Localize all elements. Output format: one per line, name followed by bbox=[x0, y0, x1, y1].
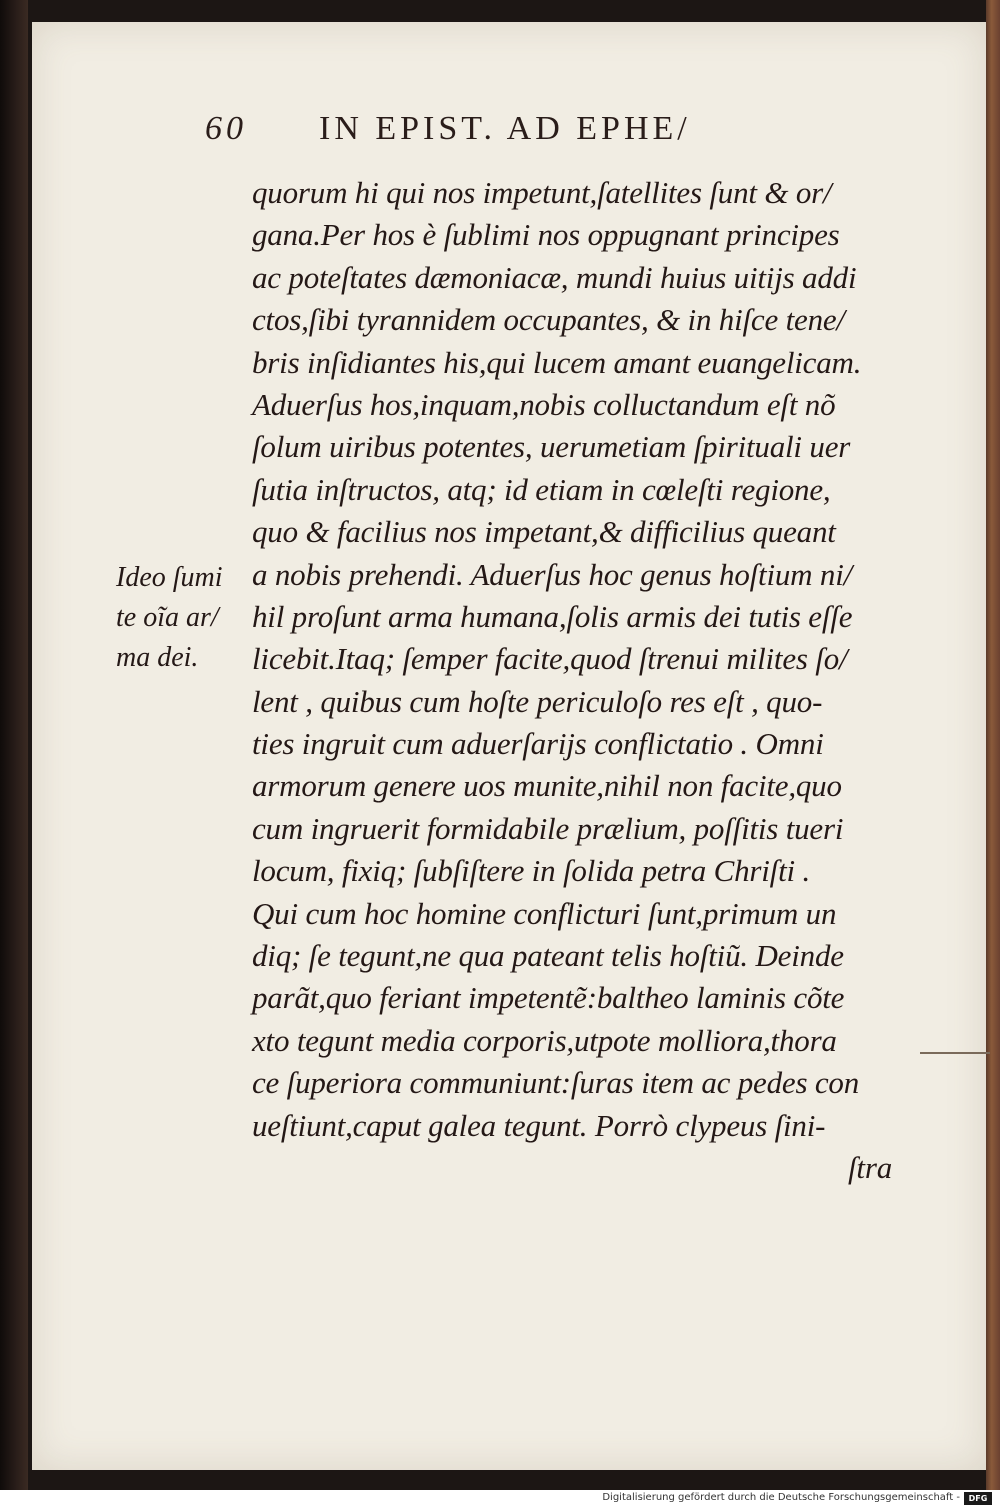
text-line: parãt,quo feriant impetentẽ:baltheo laminis cõte bbox=[252, 980, 845, 1016]
dfg-logo-icon: DFG bbox=[964, 1492, 992, 1505]
text-line: ſolum uiribus potentes, uerumetiam ſpirituali uer bbox=[252, 429, 851, 465]
running-head: IN EPIST. AD EPHE/ bbox=[319, 110, 691, 147]
text-line: gana.Per hos è ſublimi nos oppugnant principes bbox=[252, 217, 840, 253]
text-line: ctos,ſibi tyrannidem occupantes, & in hiſce tene/ bbox=[252, 302, 845, 338]
margin-mark bbox=[920, 1052, 990, 1054]
footer-credit: Digitalisierung gefördert durch die Deutsche Forschungsgemeinschaft - bbox=[602, 1492, 960, 1503]
footer-bar bbox=[0, 1490, 1000, 1508]
text-line: Qui cum hoc homine conflicturi ſunt,primum un bbox=[252, 895, 837, 931]
catchword: ſtra bbox=[848, 1149, 892, 1185]
text-block bbox=[252, 172, 912, 1189]
text-line: cum ingruerit formidabile prælium, poſſitis tueri bbox=[252, 810, 844, 846]
text-line: a nobis prehendi. Aduerſus hoc genus hoſtium ni/ bbox=[252, 556, 853, 592]
page-number: 60 bbox=[205, 110, 247, 147]
text-line: licebit.Itaq; ſemper facite,quod ſtrenui milites ſo/ bbox=[252, 641, 848, 677]
margin-note-line: te oĩa ar/ bbox=[116, 602, 219, 633]
text-line: quo & facilius nos impetant,& difficilius queant bbox=[252, 514, 836, 550]
text-line: ſutia inſtructos, atq; id etiam in cœleſti regione, bbox=[252, 471, 831, 507]
book-spine bbox=[0, 0, 28, 1490]
text-line: ac poteſtates dæmoniacæ, mundi huius uitijs addi bbox=[252, 259, 857, 295]
text-line: ties ingruit cum aduerſarijs conflictatio . Omni bbox=[252, 726, 824, 762]
text-line: lent , quibus cum hoſte periculoſo res eſt , quo- bbox=[252, 683, 823, 719]
text-line: armorum genere uos munite,nihil non facite,quo bbox=[252, 768, 842, 804]
margin-note-line: ma dei. bbox=[116, 642, 199, 673]
text-line: Aduerſus hos,inquam,nobis colluctandum eſt nõ bbox=[252, 386, 836, 422]
text-line: hil proſunt arma humana,ſolis armis dei tutis eſſe bbox=[252, 598, 853, 634]
text-line: xto tegunt media corporis,utpote molliora,thora bbox=[252, 1022, 837, 1058]
margin-note-line: Ideo ſumi bbox=[116, 562, 223, 593]
text-line: diq; ſe tegunt,ne qua pateant telis hoſtiũ. Deinde bbox=[252, 938, 844, 974]
text-line: bris inſidiantes his,qui lucem amant euangelicam. bbox=[252, 344, 862, 380]
book-edge bbox=[986, 0, 1000, 1490]
text-line: ueſtiunt,caput galea tegunt. Porrò clypeus ſini- bbox=[252, 1107, 826, 1143]
text-line: quorum hi qui nos impetunt,ſatellites ſunt & or/ bbox=[252, 175, 832, 210]
text-line: ce ſuperiora communiunt:ſuras item ac pedes con bbox=[252, 1065, 860, 1101]
running-header bbox=[205, 110, 825, 170]
margin-note bbox=[116, 558, 256, 678]
text-line: locum, fixiq; ſubſiſtere in ſolida petra Chriſti . bbox=[252, 853, 811, 889]
